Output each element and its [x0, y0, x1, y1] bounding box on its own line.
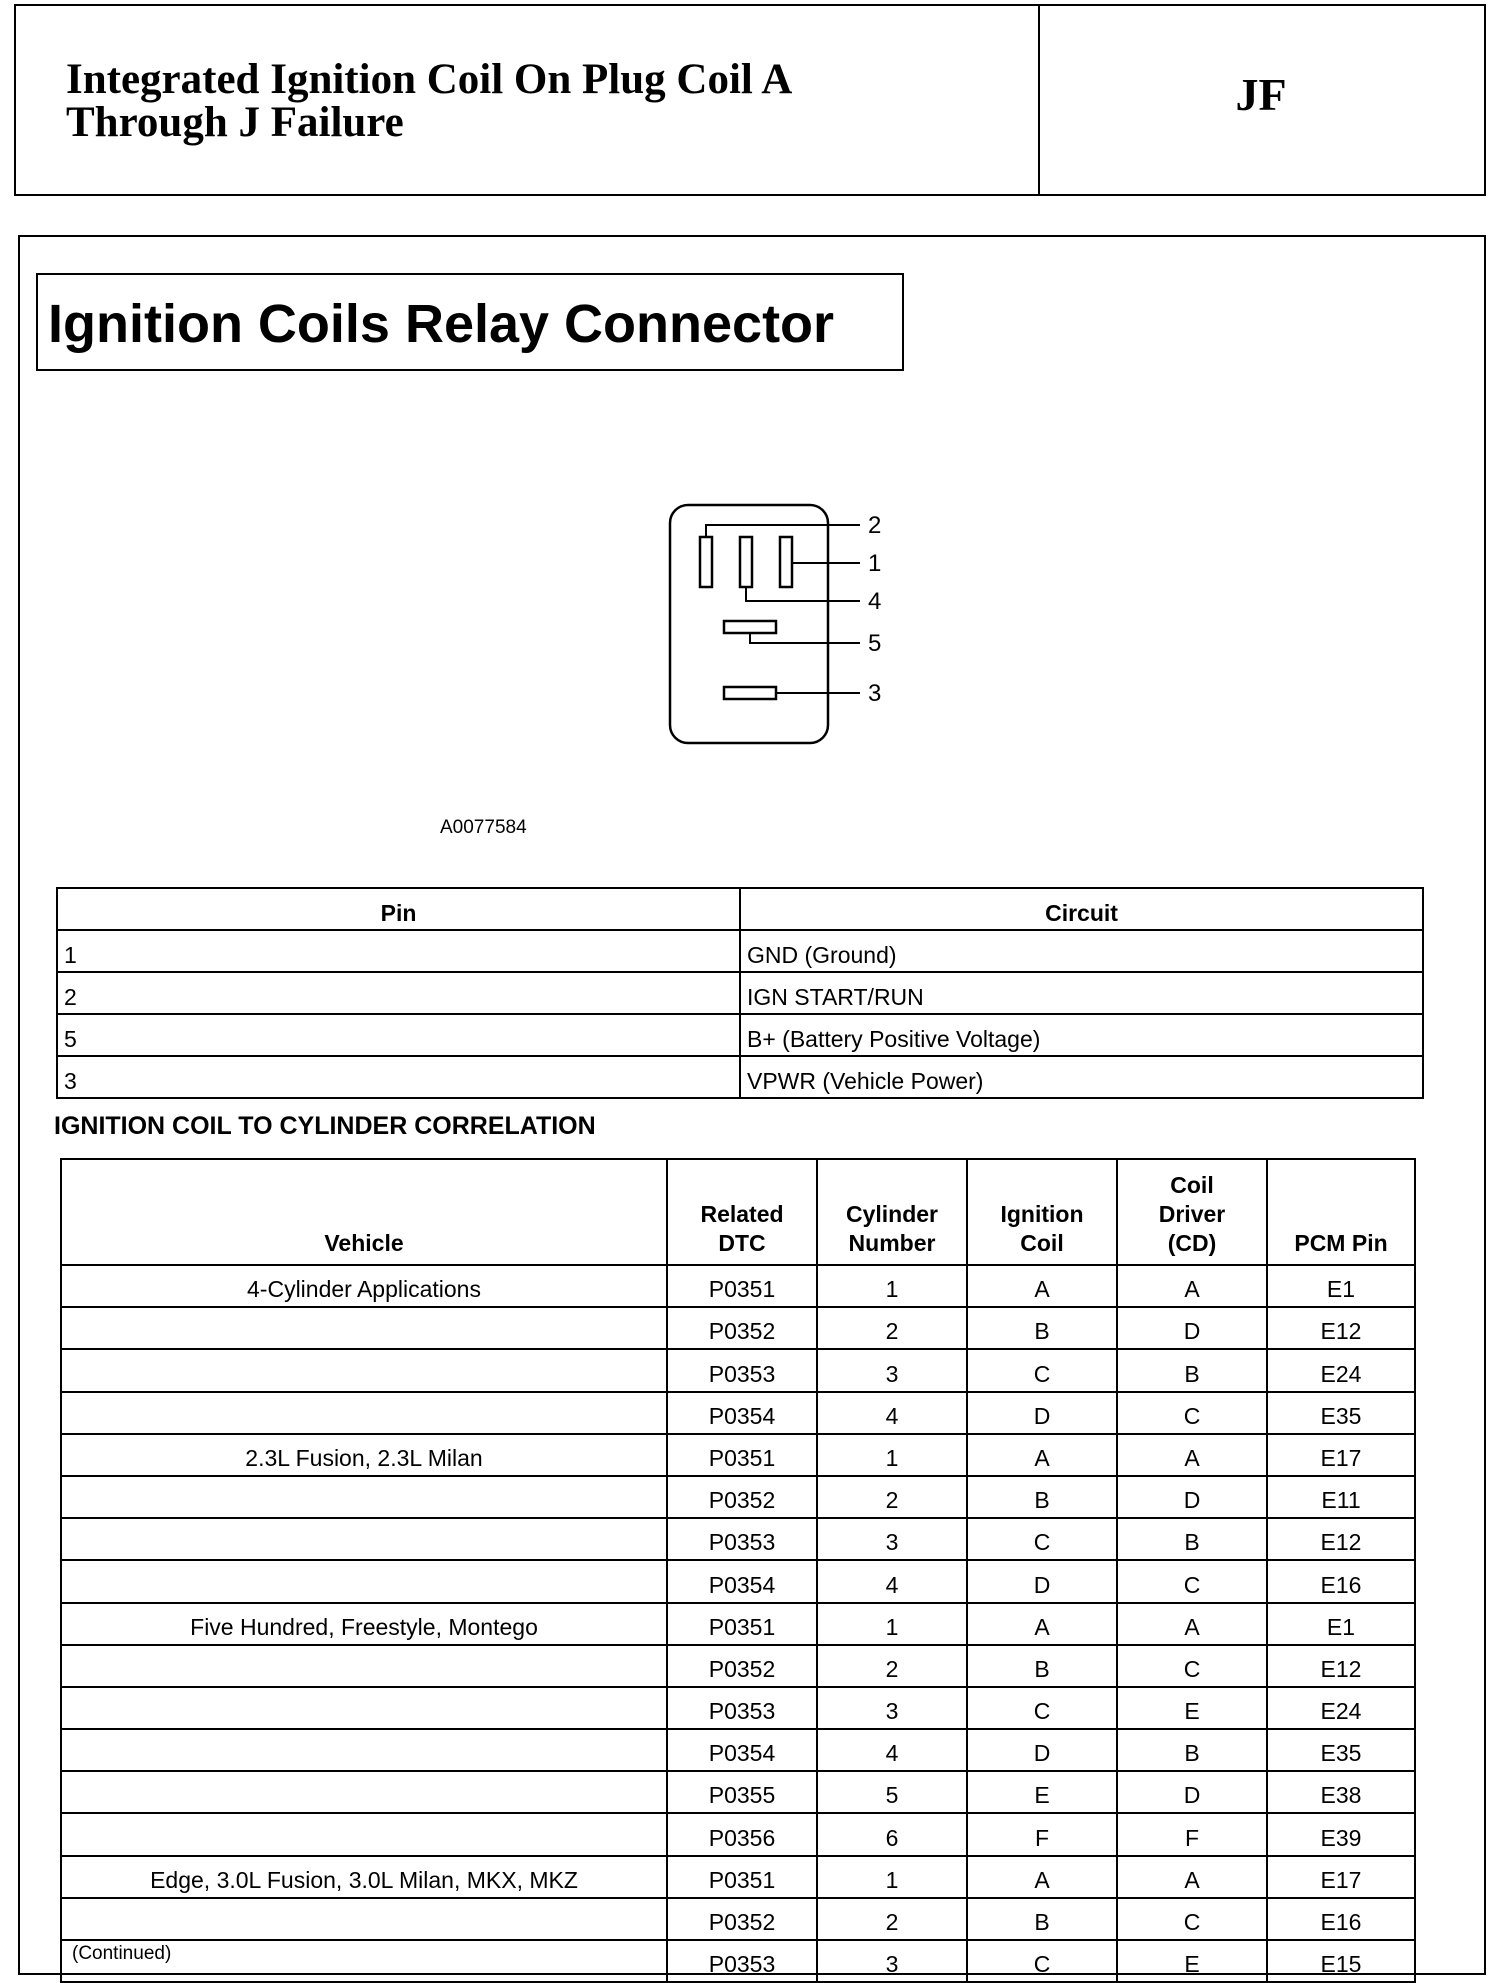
table-row [61, 1813, 1415, 1855]
pin-cell: 1 [57, 930, 740, 972]
table-row [61, 1349, 1415, 1391]
coil-driver-cell: B [1117, 1729, 1267, 1771]
ignition-coil-cell: C [967, 1518, 1117, 1560]
coil-driver-cell: A [1117, 1603, 1267, 1645]
ignition-coil-cell: C [967, 1349, 1117, 1391]
coil-driver-cell: D [1117, 1476, 1267, 1518]
related-dtc-cell: P0351 [667, 1434, 817, 1476]
terminal-4 [740, 537, 752, 587]
coil-driver-cell: C [1117, 1392, 1267, 1434]
pin-label-1: 1 [868, 550, 882, 577]
continued-note: (Continued) [72, 1943, 172, 1964]
vehicle-cell [61, 1476, 667, 1518]
ignition-coil-cell: B [967, 1898, 1117, 1940]
vehicle-cell: 4-Cylinder Applications [61, 1265, 667, 1307]
ignition-coil-cell: F [967, 1813, 1117, 1855]
vehicle-cell [61, 1307, 667, 1349]
cylinder-number-cell: 4 [817, 1729, 967, 1771]
content-panel [18, 235, 1486, 1978]
cylinder-number-cell: 5 [817, 1771, 967, 1813]
ignition-coil-cell: E [967, 1771, 1117, 1813]
table-row [61, 1434, 1415, 1476]
vehicle-cell [61, 1392, 667, 1434]
ignition-coil-column-header: Ignition Coil [967, 1159, 1117, 1265]
leader-line-2 [706, 525, 860, 537]
pcm-pin-cell: E39 [1267, 1813, 1415, 1855]
connector-diagram [630, 497, 930, 757]
related-dtc-cell: P0354 [667, 1392, 817, 1434]
table-row [61, 1560, 1415, 1602]
cylinder-number-cell: 3 [817, 1940, 967, 1982]
pcm-pin-column-header: PCM Pin [1267, 1159, 1415, 1265]
pcm-pin-cell: E17 [1267, 1856, 1415, 1898]
table-row [61, 1265, 1415, 1307]
related-dtc-cell: P0353 [667, 1349, 817, 1391]
cylinder-number-cell: 3 [817, 1349, 967, 1391]
coil-driver-cell: E [1117, 1687, 1267, 1729]
figure-id: A0077584 [440, 817, 527, 838]
table-row [57, 972, 1423, 1014]
vehicle-cell [61, 1518, 667, 1560]
table-row [61, 1856, 1415, 1898]
pcm-pin-cell: E15 [1267, 1940, 1415, 1982]
correlation-header-row [61, 1159, 1415, 1265]
pin-cell: 3 [57, 1056, 740, 1098]
pin-label-5: 5 [868, 630, 882, 657]
section-title: Ignition Coils Relay Connector [48, 294, 835, 354]
table-row [61, 1518, 1415, 1560]
ignition-coil-cell: D [967, 1729, 1117, 1771]
cylinder-number-cell: 1 [817, 1265, 967, 1307]
coil-driver-cell: E [1117, 1940, 1267, 1982]
table-row [61, 1476, 1415, 1518]
circuit-cell: IGN START/RUN [740, 972, 1423, 1014]
related-dtc-cell: P0354 [667, 1560, 817, 1602]
related-dtc-cell: P0351 [667, 1856, 817, 1898]
pin-table-header-row [57, 888, 1423, 930]
pin-column-header: Pin [57, 888, 740, 930]
coil-driver-column-header: Coil Driver (CD) [1117, 1159, 1267, 1265]
vehicle-cell [61, 1813, 667, 1855]
pcm-pin-cell: E12 [1267, 1307, 1415, 1349]
ignition-coil-cell: A [967, 1856, 1117, 1898]
table-row [61, 1687, 1415, 1729]
ignition-coil-cell: A [967, 1265, 1117, 1307]
coil-driver-cell: C [1117, 1560, 1267, 1602]
related-dtc-cell: P0352 [667, 1645, 817, 1687]
ignition-coil-cell: A [967, 1603, 1117, 1645]
related-dtc-cell: P0353 [667, 1687, 817, 1729]
vehicle-cell [61, 1349, 667, 1391]
vehicle-cell [61, 1729, 667, 1771]
vehicle-cell: 2.3L Fusion, 2.3L Milan [61, 1434, 667, 1476]
pcm-pin-cell: E35 [1267, 1729, 1415, 1771]
table-row [61, 1645, 1415, 1687]
pcm-pin-cell: E11 [1267, 1476, 1415, 1518]
table-row [61, 1898, 1415, 1940]
pcm-pin-cell: E35 [1267, 1392, 1415, 1434]
table-row [61, 1940, 1415, 1982]
table-row [61, 1603, 1415, 1645]
coil-driver-cell: A [1117, 1856, 1267, 1898]
coil-driver-cell: B [1117, 1349, 1267, 1391]
cylinder-number-cell: 2 [817, 1898, 967, 1940]
cylinder-number-column-header: Cylinder Number [817, 1159, 967, 1265]
pin-cell: 5 [57, 1014, 740, 1056]
pcm-pin-cell: E1 [1267, 1603, 1415, 1645]
cylinder-number-cell: 3 [817, 1518, 967, 1560]
related-dtc-column-header: Related DTC [667, 1159, 817, 1265]
coil-driver-cell: D [1117, 1771, 1267, 1813]
ignition-coil-cell: C [967, 1687, 1117, 1729]
cylinder-number-cell: 2 [817, 1476, 967, 1518]
ignition-coil-cell: D [967, 1392, 1117, 1434]
section-title-box [36, 273, 904, 371]
pin-label-4: 4 [868, 588, 882, 615]
related-dtc-cell: P0354 [667, 1729, 817, 1771]
pcm-pin-cell: E12 [1267, 1645, 1415, 1687]
cylinder-number-cell: 1 [817, 1603, 967, 1645]
terminal-2 [700, 537, 712, 587]
coil-cylinder-correlation-table [60, 1158, 1416, 1983]
vehicle-cell [61, 1687, 667, 1729]
terminal-3 [724, 687, 776, 699]
coil-driver-cell: A [1117, 1265, 1267, 1307]
related-dtc-cell: P0351 [667, 1603, 817, 1645]
ignition-coil-cell: C [967, 1940, 1117, 1982]
leader-line-4 [746, 587, 860, 601]
vehicle-cell [61, 1645, 667, 1687]
vehicle-cell: Five Hundred, Freestyle, Montego [61, 1603, 667, 1645]
vehicle-cell: Edge, 3.0L Fusion, 3.0L Milan, MKX, MKZ [61, 1856, 667, 1898]
circuit-cell: B+ (Battery Positive Voltage) [740, 1014, 1423, 1056]
coil-driver-cell: D [1117, 1307, 1267, 1349]
vehicle-cell [61, 1560, 667, 1602]
cylinder-number-cell: 4 [817, 1392, 967, 1434]
ignition-coil-cell: B [967, 1307, 1117, 1349]
pin-label-3: 3 [868, 680, 882, 707]
correlation-heading: IGNITION COIL TO CYLINDER CORRELATION [54, 1112, 596, 1140]
ignition-coil-cell: D [967, 1560, 1117, 1602]
related-dtc-cell: P0351 [667, 1265, 817, 1307]
coil-driver-cell: C [1117, 1645, 1267, 1687]
cylinder-number-cell: 2 [817, 1645, 967, 1687]
table-row [61, 1392, 1415, 1434]
ignition-coil-cell: B [967, 1645, 1117, 1687]
circuit-cell: VPWR (Vehicle Power) [740, 1056, 1423, 1098]
table-row [57, 930, 1423, 972]
vehicle-column-header: Vehicle [61, 1159, 667, 1265]
terminal-5 [724, 621, 776, 633]
coil-driver-cell: C [1117, 1898, 1267, 1940]
table-row [61, 1307, 1415, 1349]
related-dtc-cell: P0352 [667, 1307, 817, 1349]
page-header [14, 4, 1486, 196]
coil-driver-cell: B [1117, 1518, 1267, 1560]
document-code: JF [1235, 69, 1287, 120]
coil-driver-cell: A [1117, 1434, 1267, 1476]
connector-housing [670, 505, 828, 743]
pcm-pin-cell: E1 [1267, 1265, 1415, 1307]
pcm-pin-cell: E16 [1267, 1898, 1415, 1940]
document-title: Integrated Ignition Coil On Plug Coil A Through J Failure [66, 56, 793, 146]
ignition-coil-cell: A [967, 1434, 1117, 1476]
pcm-pin-cell: E24 [1267, 1687, 1415, 1729]
cylinder-number-cell: 4 [817, 1560, 967, 1602]
pcm-pin-cell: E17 [1267, 1434, 1415, 1476]
circuit-column-header: Circuit [740, 888, 1423, 930]
table-row [57, 1014, 1423, 1056]
pcm-pin-cell: E38 [1267, 1771, 1415, 1813]
vehicle-cell [61, 1771, 667, 1813]
cylinder-number-cell: 1 [817, 1434, 967, 1476]
cylinder-number-cell: 3 [817, 1687, 967, 1729]
coil-driver-cell: F [1117, 1813, 1267, 1855]
pin-label-2: 2 [868, 512, 882, 539]
terminal-1 [780, 537, 792, 587]
leader-line-5 [750, 633, 860, 643]
cylinder-number-cell: 6 [817, 1813, 967, 1855]
pcm-pin-cell: E12 [1267, 1518, 1415, 1560]
related-dtc-cell: P0356 [667, 1813, 817, 1855]
related-dtc-cell: P0353 [667, 1518, 817, 1560]
cylinder-number-cell: 2 [817, 1307, 967, 1349]
ignition-coil-cell: B [967, 1476, 1117, 1518]
pin-cell: 2 [57, 972, 740, 1014]
vehicle-cell [61, 1898, 667, 1940]
pin-circuit-table [56, 887, 1424, 1099]
pcm-pin-cell: E16 [1267, 1560, 1415, 1602]
circuit-cell: GND (Ground) [740, 930, 1423, 972]
table-row [57, 1056, 1423, 1098]
table-row [61, 1729, 1415, 1771]
related-dtc-cell: P0352 [667, 1476, 817, 1518]
pcm-pin-cell: E24 [1267, 1349, 1415, 1391]
table-row [61, 1771, 1415, 1813]
related-dtc-cell: P0353 [667, 1940, 817, 1982]
cylinder-number-cell: 1 [817, 1856, 967, 1898]
related-dtc-cell: P0352 [667, 1898, 817, 1940]
related-dtc-cell: P0355 [667, 1771, 817, 1813]
